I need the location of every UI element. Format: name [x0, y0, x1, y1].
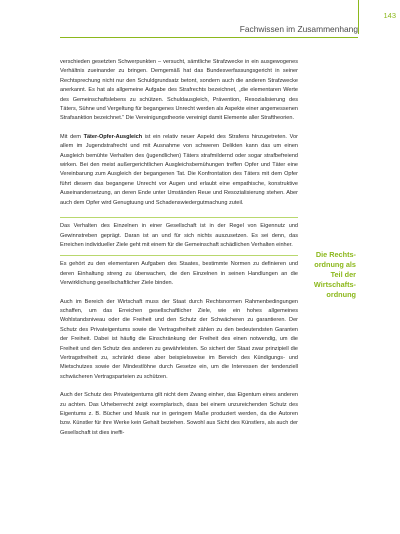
main-text: [60, 58, 298, 447]
paragraph: Es gehört zu den elementaren Aufgaben des Staates, bestimmte Normen zu definieren und deren Einhaltung streng zu überwachen, die den Einzelnen in seinen Handlungen an die Verwirklichung gesellschaftlicher Ziele binden.: [60, 261, 298, 287]
paragraph: Auch im Bereich der Wirtschaft muss der Staat durch Rechtsnormen Rahmenbedingungen schaffen, um das Erreichen gesellschaftlicher Ziele, wie ein hohes allgemeines Wohlstandsniveau oder die Freiheit und den Schutz der Schwächeren zu garantieren. Der Schutz des Privateigentums sowie die Vertragsfreiheit zählen zu den bedeutendsten Garanten der Freiheit. Dabei ist häufig die Einschränkung der Freiheit des einen notwendig, um die Freiheit und den Schutz des anderen zu gewährleisten. So sichert der Staat zwar prinzipiell die Vertragsfreiheit zu, schränkt diese aber beispielsweise im Bereich des Kündigungs- und Mietschutzes sowie der Mindestlöhne durch Gesetze ein, um die Interessen der tendenziell schwächeren Vertragsparteien zu schützen.: [60, 298, 298, 380]
paragraph: Auch der Schutz des Privateigentums gilt nicht dem Zwang einher, das Eigentum eines anderen zu achten. Das Urheberrecht zeigt exemplarisch, dass bei einem unzureichenden Schutz des Eigentums z. B. Bücher und Musik nur in geringem Maße produziert werden, da die Autoren bzw. Künstler für ihre Werke kein Gehalt beziehen. Sowohl aus Sicht des Künstlers, als auch der Gesellschaft ist dies ineffi-: [60, 392, 298, 436]
running-title: Fachwissen im Zusammenhang: [239, 24, 358, 34]
paragraph-prefix: Mit dem: [60, 133, 84, 140]
header-vertical-rule: [358, 0, 359, 34]
margin-note: [300, 250, 356, 300]
margin-note-line: Wirtschafts-: [313, 280, 356, 289]
section-divider: [60, 255, 298, 256]
section-divider: [60, 217, 298, 218]
margin-note-line: ordnung als: [314, 260, 356, 269]
margin-note-line: Die Rechts-: [315, 250, 356, 259]
bold-term: Täter-Opfer-Ausgleich: [83, 133, 143, 140]
paragraph-rest: ist ein relativ neuer Aspekt des Strafens hinzugetreten. Vor allem im Jugendstrafrecht und mit Ausnahme von schweren Delikten kann das um einen Ausgleich bemühte Verhalten des (jugendlichen) Täters strafmildernd oder sogar strafbefreiend wirken. Bei den meist außergerichtlichen Ausgleichsbemühungen treffen Opfer und Täter eine Vereinbarung zum Ausgleich der begangenen Tat. Die Konfrontation des Täters mit dem Opfer führt diesem das begangene Unrecht vor Augen und erlaubt eine empathische, konstruktive Auseinandersetzung, an deren Ende unter Umständen Reue und Resozialisierung stehen. Aber auch dem Opfer wird Genugtuung und Schadenswiedergutmachung zuteil.: [60, 133, 298, 206]
paragraph: verschieden gesetzten Schwerpunkten – versucht, sämtliche Strafzwecke in ein ausgewogenes Verhältnis zueinander zu bringen. Demgemäß hat das Bundesverfassungsgericht in seiner Rechtsprechung nicht nur den Schuldgrundsatz betont, sondern auch die anderen Strafzwecke anerkannt. Es hat als allgemeine Aufgabe des Strafrechts bezeichnet, „die elementaren Werte des Gemeinschaftslebens zu schützen. Schuldausgleich, Prävention, Resozialisierung des Täters, Sühne und Vergeltung für begangenes Unrecht werden als Aspekte einer angemessenen Strafsanktion bezeichnet.“ Die Vereinigungstheorie vereinigt damit Elemente aller Straftheorien.: [60, 59, 298, 122]
margin-note-line: ordnung: [326, 290, 356, 299]
paragraph-taeter-opfer: [60, 133, 298, 208]
margin-note-line: Teil der: [330, 270, 356, 279]
page-number: 143: [383, 11, 396, 20]
header-rule: [60, 37, 358, 38]
paragraph: Das Verhalten des Einzelnen in einer Gesellschaft ist in der Regel von Eigennutz und Gewinnstreben geprägt. Daran ist an und für sich nichts auszusetzen. Es sei denn, das Erreichen individueller Ziele geht mit einem für die Gemeinschaft schädlichen Verhalten einher.: [60, 223, 298, 248]
